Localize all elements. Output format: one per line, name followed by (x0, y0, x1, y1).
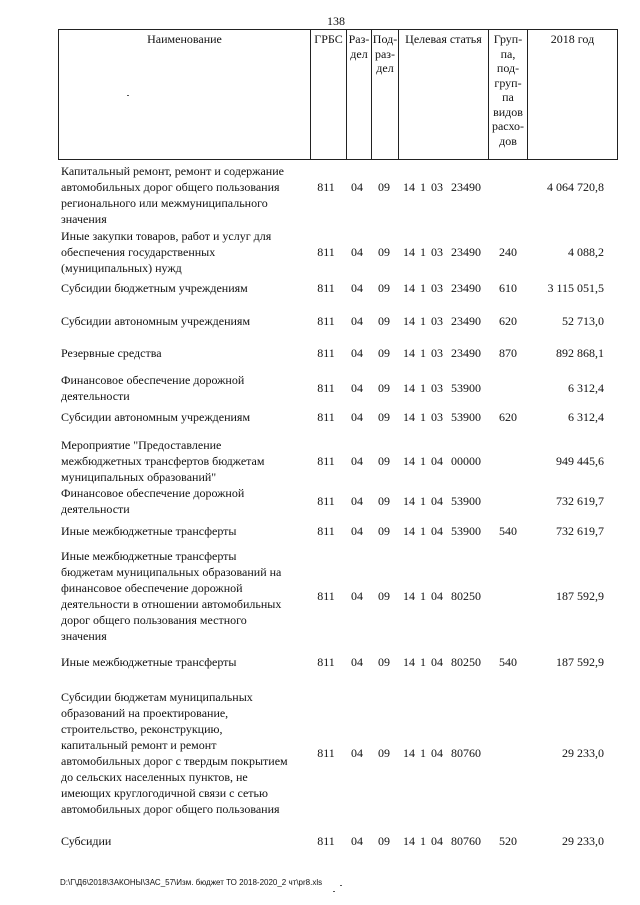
cell-t4: 23490 (451, 245, 481, 259)
cell-t2: 1 (420, 655, 426, 669)
cell-t4: 23490 (451, 281, 481, 295)
cell-t2: 1 (420, 314, 426, 328)
cell-amount: 187 592,9 (556, 589, 604, 603)
cell-t2: 1 (420, 180, 426, 194)
cell-grbs: 811 (317, 346, 335, 360)
cell-t1: 14 (403, 281, 415, 295)
cell-amount: 29 233,0 (562, 834, 604, 848)
cell-t3: 03 (431, 346, 443, 360)
cell-t1: 14 (403, 524, 415, 538)
cell-podrazdel: 09 (378, 245, 390, 259)
cell-podrazdel: 09 (378, 494, 390, 508)
cell-grbs: 811 (317, 834, 335, 848)
cell-amount: 3 115 051,5 (547, 281, 604, 295)
cell-grbs: 811 (317, 454, 335, 468)
header-name: Наименование (59, 30, 311, 159)
cell-grbs: 811 (317, 655, 335, 669)
cell-amount: 949 445,6 (556, 454, 604, 468)
row-name: Финансовое обеспечение дорожной деятельности (61, 373, 245, 403)
cell-t1: 14 (403, 589, 415, 603)
cell-razdel: 04 (351, 589, 363, 603)
cell-t4: 80250 (451, 655, 481, 669)
cell-grbs: 811 (317, 281, 335, 295)
row-name: Иные межбюджетные трансферты (61, 655, 237, 669)
header-group: Груп- па, под- груп- па видов расхо- дов (489, 30, 528, 159)
cell-razdel: 04 (351, 655, 363, 669)
cell-t3: 04 (431, 834, 443, 848)
cell-razdel: 04 (351, 381, 363, 395)
cell-podrazdel: 09 (378, 834, 390, 848)
cell-t1: 14 (403, 834, 415, 848)
scan-speck (333, 891, 335, 892)
cell-razdel: 04 (351, 834, 363, 848)
cell-t4: 80760 (451, 834, 481, 848)
cell-t2: 1 (420, 524, 426, 538)
cell-amount: 6 312,4 (568, 410, 604, 424)
cell-t3: 03 (431, 281, 443, 295)
cell-t4: 80250 (451, 589, 481, 603)
cell-grbs: 811 (317, 314, 335, 328)
cell-podrazdel: 09 (378, 281, 390, 295)
cell-amount: 187 592,9 (556, 655, 604, 669)
cell-t1: 14 (403, 180, 415, 194)
scan-speck (340, 885, 342, 886)
cell-amount: 732 619,7 (556, 494, 604, 508)
row-name: Капитальный ремонт, ремонт и содержание автомобильных дорог общего пользования регионального или межмуниципального значения (61, 164, 284, 226)
cell-t3: 04 (431, 524, 443, 538)
cell-razdel: 04 (351, 746, 363, 760)
cell-grbs: 811 (317, 494, 335, 508)
cell-vid: 610 (499, 281, 517, 295)
cell-t4: 53900 (451, 494, 481, 508)
cell-razdel: 04 (351, 180, 363, 194)
cell-t2: 1 (420, 346, 426, 360)
header-grbs: ГРБС (311, 30, 347, 159)
cell-t1: 14 (403, 746, 415, 760)
cell-t1: 14 (403, 494, 415, 508)
row-name: Субсидии бюджетным учреждениям (61, 281, 248, 295)
cell-t1: 14 (403, 245, 415, 259)
cell-vid: 520 (499, 834, 517, 848)
cell-t4: 23490 (451, 346, 481, 360)
cell-amount: 4 088,2 (568, 245, 604, 259)
cell-t4: 00000 (451, 454, 481, 468)
cell-razdel: 04 (351, 314, 363, 328)
cell-amount: 892 868,1 (556, 346, 604, 360)
cell-vid: 240 (499, 245, 517, 259)
cell-t1: 14 (403, 314, 415, 328)
cell-razdel: 04 (351, 410, 363, 424)
cell-vid: 870 (499, 346, 517, 360)
cell-grbs: 811 (317, 245, 335, 259)
cell-podrazdel: 09 (378, 524, 390, 538)
cell-grbs: 811 (317, 381, 335, 395)
row-name: Иные межбюджетные трансферты бюджетам муниципальных образований на финансовое обеспечение дорожной деятельности в отношении автомобильных дорог общего пользования местного значения (61, 549, 282, 643)
cell-grbs: 811 (317, 524, 335, 538)
cell-podrazdel: 09 (378, 314, 390, 328)
cell-t4: 23490 (451, 180, 481, 194)
cell-t3: 04 (431, 655, 443, 669)
header-target: Целевая статья (399, 30, 489, 159)
row-name: Резервные средства (61, 346, 162, 360)
cell-t4: 53900 (451, 381, 481, 395)
row-name: Финансовое обеспечение дорожной деятельности (61, 486, 245, 516)
cell-razdel: 04 (351, 245, 363, 259)
cell-t4: 53900 (451, 524, 481, 538)
file-path-footer: D:\Г\Д6\2018\ЗАКОНЫ\ЗАС_57\Изм. бюджет ТО 2018-2020_2 чт\pr8.xls (60, 878, 323, 887)
cell-grbs: 811 (317, 410, 335, 424)
cell-t2: 1 (420, 589, 426, 603)
cell-t1: 14 (403, 381, 415, 395)
row-name: Иные закупки товаров, работ и услуг для обеспечения государственных (муниципальных) нужд (61, 229, 272, 275)
cell-podrazdel: 09 (378, 410, 390, 424)
cell-t3: 04 (431, 494, 443, 508)
cell-t4: 23490 (451, 314, 481, 328)
cell-t2: 1 (420, 245, 426, 259)
header-year: 2018 год (550, 32, 595, 46)
cell-t3: 03 (431, 381, 443, 395)
row-name: Субсидии автономным учреждениям (61, 410, 251, 424)
cell-razdel: 04 (351, 494, 363, 508)
cell-podrazdel: 09 (378, 454, 390, 468)
cell-amount: 29 233,0 (562, 746, 604, 760)
cell-t2: 1 (420, 281, 426, 295)
cell-grbs: 811 (317, 180, 335, 194)
scan-speck (127, 95, 129, 96)
cell-podrazdel: 09 (378, 746, 390, 760)
cell-grbs: 811 (317, 746, 335, 760)
cell-amount: 4 064 720,8 (547, 180, 604, 194)
cell-t3: 03 (431, 410, 443, 424)
cell-podrazdel: 09 (378, 589, 390, 603)
cell-grbs: 811 (317, 589, 335, 603)
cell-podrazdel: 09 (378, 180, 390, 194)
row-name: Иные межбюджетные трансферты (61, 524, 237, 538)
cell-t4: 53900 (451, 410, 481, 424)
cell-razdel: 04 (351, 454, 363, 468)
cell-amount: 52 713,0 (562, 314, 604, 328)
cell-t1: 14 (403, 655, 415, 669)
row-name: Субсидии бюджетам муниципальных образований на проектирование, строительство, реконструкцию, капитальный ремонт и ремонт автомобильных дорог с твердым покрытием до сельских населенных пунктов, не имеющих круглогодичной связи с сетью автомобильных дорог общего пользования (61, 690, 288, 816)
cell-t1: 14 (403, 410, 415, 424)
cell-t3: 03 (431, 245, 443, 259)
cell-vid: 540 (499, 655, 517, 669)
cell-t3: 03 (431, 314, 443, 328)
cell-amount: 732 619,7 (556, 524, 604, 538)
page-number: 138 (327, 14, 345, 28)
row-name: Мероприятие "Предоставление межбюджетных трансфертов бюджетам муниципальных образований" (61, 438, 265, 484)
cell-razdel: 04 (351, 281, 363, 295)
cell-t2: 1 (420, 454, 426, 468)
cell-t3: 03 (431, 180, 443, 194)
cell-podrazdel: 09 (378, 346, 390, 360)
row-name: Субсидии автономным учреждениям (61, 314, 251, 328)
cell-t3: 04 (431, 589, 443, 603)
cell-t1: 14 (403, 454, 415, 468)
cell-vid: 540 (499, 524, 517, 538)
cell-t2: 1 (420, 746, 426, 760)
cell-vid: 620 (499, 410, 517, 424)
cell-t2: 1 (420, 410, 426, 424)
cell-t1: 14 (403, 346, 415, 360)
cell-podrazdel: 09 (378, 381, 390, 395)
cell-razdel: 04 (351, 524, 363, 538)
cell-t2: 1 (420, 834, 426, 848)
cell-t2: 1 (420, 381, 426, 395)
cell-podrazdel: 09 (378, 655, 390, 669)
cell-t3: 04 (431, 746, 443, 760)
row-name: Субсидии (61, 834, 112, 848)
header-razdel: Раз- дел (347, 30, 372, 159)
cell-t3: 04 (431, 454, 443, 468)
cell-amount: 6 312,4 (568, 381, 604, 395)
table-header (58, 29, 618, 160)
cell-vid: 620 (499, 314, 517, 328)
header-podrazdel: Под- раз- дел (372, 30, 399, 159)
cell-t4: 80760 (451, 746, 481, 760)
cell-razdel: 04 (351, 346, 363, 360)
cell-t2: 1 (420, 494, 426, 508)
